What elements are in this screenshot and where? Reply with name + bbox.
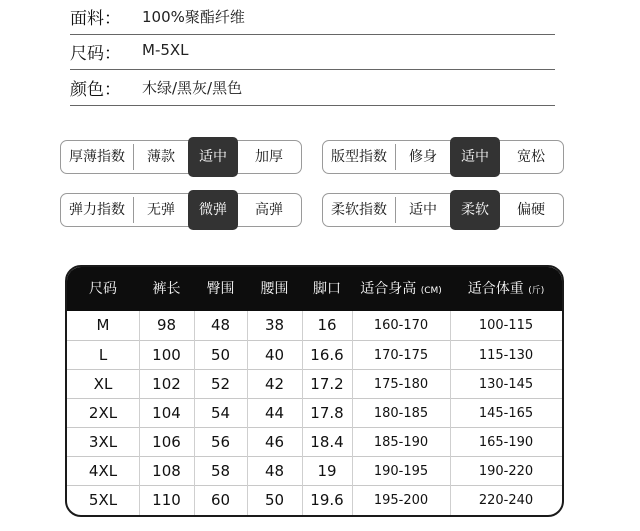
cell-waist: 48 — [264, 462, 285, 480]
cell-size: 2XL — [88, 404, 118, 422]
elasticity-option-high[interactable]: 高弹 — [255, 202, 283, 218]
spec-color-label: 颜色： — [70, 80, 121, 100]
cell-size: 5XL — [88, 491, 118, 509]
header-height-label: 适合身高 — [360, 281, 417, 297]
cell-height: 180-185 — [373, 406, 429, 421]
table-row — [67, 340, 562, 370]
header-weight-label: 适合体重 — [467, 281, 524, 297]
header-weight — [450, 267, 562, 311]
fit-option-loose[interactable]: 宽松 — [517, 149, 545, 165]
spec-size — [70, 35, 555, 70]
column-divider — [139, 311, 140, 515]
column-divider — [450, 311, 451, 515]
cell-weight: 165-190 — [478, 435, 534, 450]
thickness-index — [60, 140, 302, 174]
cell-hem: 17.2 — [310, 375, 344, 393]
header-height-unit: (CM) — [420, 286, 442, 296]
cell-height: 185-190 — [373, 435, 429, 450]
cell-size: 4XL — [88, 462, 118, 480]
spec-fabric-label: 面料： — [70, 9, 121, 29]
softness-option-medium[interactable]: 适中 — [409, 202, 437, 218]
cell-size: L — [98, 346, 108, 364]
cell-length: 102 — [152, 375, 181, 393]
spec-color-value: 木绿/黑灰/黑色 — [142, 79, 243, 97]
thickness-index-title: 厚薄指数 — [69, 149, 125, 165]
cell-height: 170-175 — [373, 348, 429, 363]
elasticity-index — [60, 193, 302, 227]
cell-height: 195-200 — [373, 493, 429, 508]
elasticity-index-title: 弹力指数 — [69, 202, 125, 218]
cell-hem: 19 — [317, 462, 337, 480]
cell-length: 100 — [152, 346, 181, 364]
size-table — [65, 265, 564, 517]
cell-weight: 100-115 — [478, 318, 534, 333]
softness-option-stiff[interactable]: 偏硬 — [517, 202, 545, 218]
spec-fabric — [70, 0, 555, 35]
table-row — [67, 427, 562, 457]
cell-length: 98 — [156, 316, 177, 334]
cell-length: 110 — [152, 491, 181, 509]
cell-weight: 220-240 — [478, 493, 534, 508]
table-row — [67, 398, 562, 428]
spec-color — [70, 71, 555, 106]
cell-length: 106 — [152, 433, 181, 451]
table-row — [67, 369, 562, 399]
header-hem: 脚口 — [313, 281, 341, 297]
spec-size-value: M-5XL — [142, 41, 189, 59]
table-row — [67, 456, 562, 486]
elasticity-option-none[interactable]: 无弹 — [147, 202, 175, 218]
cell-waist: 50 — [264, 491, 285, 509]
cell-waist: 46 — [264, 433, 285, 451]
table-row — [67, 311, 562, 340]
size-table-header — [67, 267, 562, 311]
cell-hem: 16 — [317, 316, 337, 334]
softness-index — [322, 193, 564, 227]
column-divider — [247, 311, 248, 515]
cell-length: 108 — [152, 462, 181, 480]
cell-waist: 44 — [264, 404, 285, 422]
softness-option-soft-selected[interactable]: 柔软 — [450, 190, 500, 230]
header-length: 裤长 — [152, 281, 181, 297]
cell-hip: 48 — [210, 316, 231, 334]
cell-size: M — [96, 316, 110, 334]
column-divider — [194, 311, 195, 515]
table-row — [67, 485, 562, 515]
cell-size: 3XL — [88, 433, 118, 451]
header-waist: 腰围 — [260, 281, 289, 297]
cell-weight: 130-145 — [478, 377, 534, 392]
cell-weight: 115-130 — [478, 348, 534, 363]
cell-hip: 54 — [210, 404, 231, 422]
header-weight-unit: (斤) — [528, 286, 545, 296]
cell-height: 175-180 — [373, 377, 429, 392]
header-hip: 臀围 — [206, 281, 235, 297]
fit-index — [322, 140, 564, 174]
cell-size: XL — [93, 375, 113, 393]
cell-hip: 56 — [210, 433, 231, 451]
cell-weight: 145-165 — [478, 406, 534, 421]
elasticity-option-slight-selected[interactable]: 微弹 — [188, 190, 238, 230]
header-height — [352, 267, 450, 311]
thickness-option-medium-selected[interactable]: 适中 — [188, 137, 238, 177]
cell-hem: 18.4 — [310, 433, 344, 451]
header-size: 尺码 — [89, 281, 117, 297]
thickness-option-thin[interactable]: 薄款 — [147, 149, 175, 165]
cell-hip: 50 — [210, 346, 231, 364]
cell-hem: 16.6 — [310, 346, 344, 364]
cell-hip: 58 — [210, 462, 231, 480]
column-divider — [352, 311, 353, 515]
cell-hip: 52 — [210, 375, 231, 393]
spec-fabric-value: 100%聚酯纤维 — [142, 8, 245, 26]
fit-index-title: 版型指数 — [331, 149, 387, 165]
cell-weight: 190-220 — [478, 464, 534, 479]
cell-hem: 19.6 — [310, 491, 344, 509]
cell-waist: 40 — [264, 346, 285, 364]
fit-option-slim[interactable]: 修身 — [409, 149, 437, 165]
thickness-option-thick[interactable]: 加厚 — [255, 149, 283, 165]
cell-length: 104 — [152, 404, 181, 422]
cell-waist: 38 — [264, 316, 285, 334]
fit-option-regular-selected[interactable]: 适中 — [450, 137, 500, 177]
cell-hip: 60 — [210, 491, 231, 509]
softness-index-title: 柔软指数 — [331, 202, 387, 218]
spec-size-label: 尺码： — [70, 44, 121, 64]
cell-hem: 17.8 — [310, 404, 344, 422]
column-divider — [302, 311, 303, 515]
cell-height: 190-195 — [373, 464, 429, 479]
cell-waist: 42 — [264, 375, 285, 393]
cell-height: 160-170 — [373, 318, 429, 333]
